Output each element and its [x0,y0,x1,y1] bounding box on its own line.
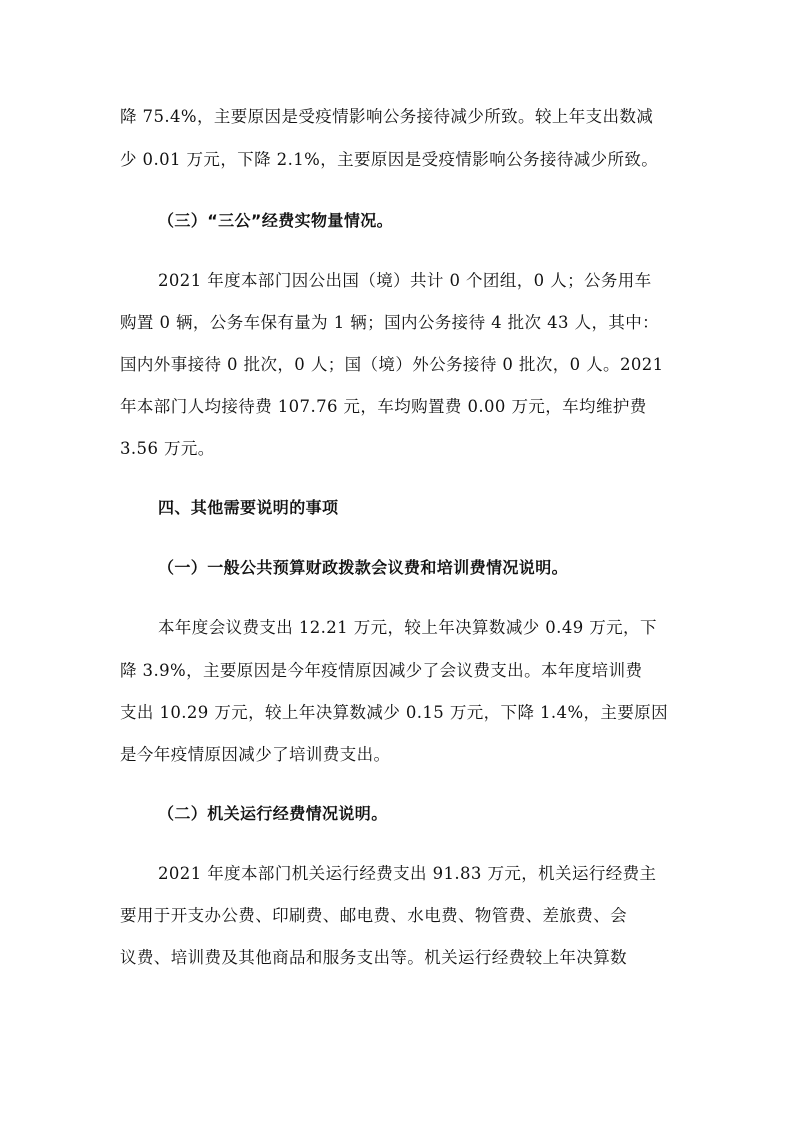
paragraph-line: 支出 10.29 万元，较上年决算数减少 0.15 万元，下降 1.4%，主要原因 [120,703,669,722]
paragraph-line: 2021 年度本部门因公出国（境）共计 0 个团组，0 人；公务用车 [158,271,652,290]
paragraph-line: 国内外事接待 0 批次，0 人；国（境）外公务接待 0 批次，0 人。2021 [120,355,664,374]
paragraph-line: 本年度会议费支出 12.21 万元，较上年决算数减少 0.49 万元，下 [158,618,657,637]
section-heading: （三）“三公”经费实物量情况。 [158,211,394,230]
paragraph-line: 要用于开支办公费、印刷费、邮电费、水电费、物管费、差旅费、会 [120,906,627,925]
paragraph-line: 议费、培训费及其他商品和服务支出等。机关运行经费较上年决算数 [120,948,627,967]
paragraph-line: 购置 0 辆，公务车保有量为 1 辆；国内公务接待 4 批次 43 人，其中： [120,313,660,332]
subsection-heading: （一）一般公共预算财政拨款会议费和培训费情况说明。 [158,558,569,577]
subsection-heading: （二）机关运行经费情况说明。 [158,804,388,823]
part-heading: 四、其他需要说明的事项 [158,498,339,517]
paragraph-line: 2021 年度本部门机关运行经费支出 91.83 万元，机关运行经费主 [158,864,657,883]
paragraph-line: 3.56 万元。 [120,439,215,458]
paragraph-line: 是今年疫情原因减少了培训费支出。 [120,745,391,764]
paragraph-line: 降 75.4%，主要原因是受疫情影响公务接待减少所致。较上年支出数减 [120,107,654,126]
paragraph-line: 降 3.9%，主要原因是今年疫情原因减少了会议费支出。本年度培训费 [120,661,643,680]
paragraph-line: 年本部门人均接待费 107.76 元，车均购置费 0.00 万元，车均维护费 [120,397,647,416]
paragraph-line: 少 0.01 万元，下降 2.1%，主要原因是受疫情影响公务接待减少所致。 [120,150,659,169]
